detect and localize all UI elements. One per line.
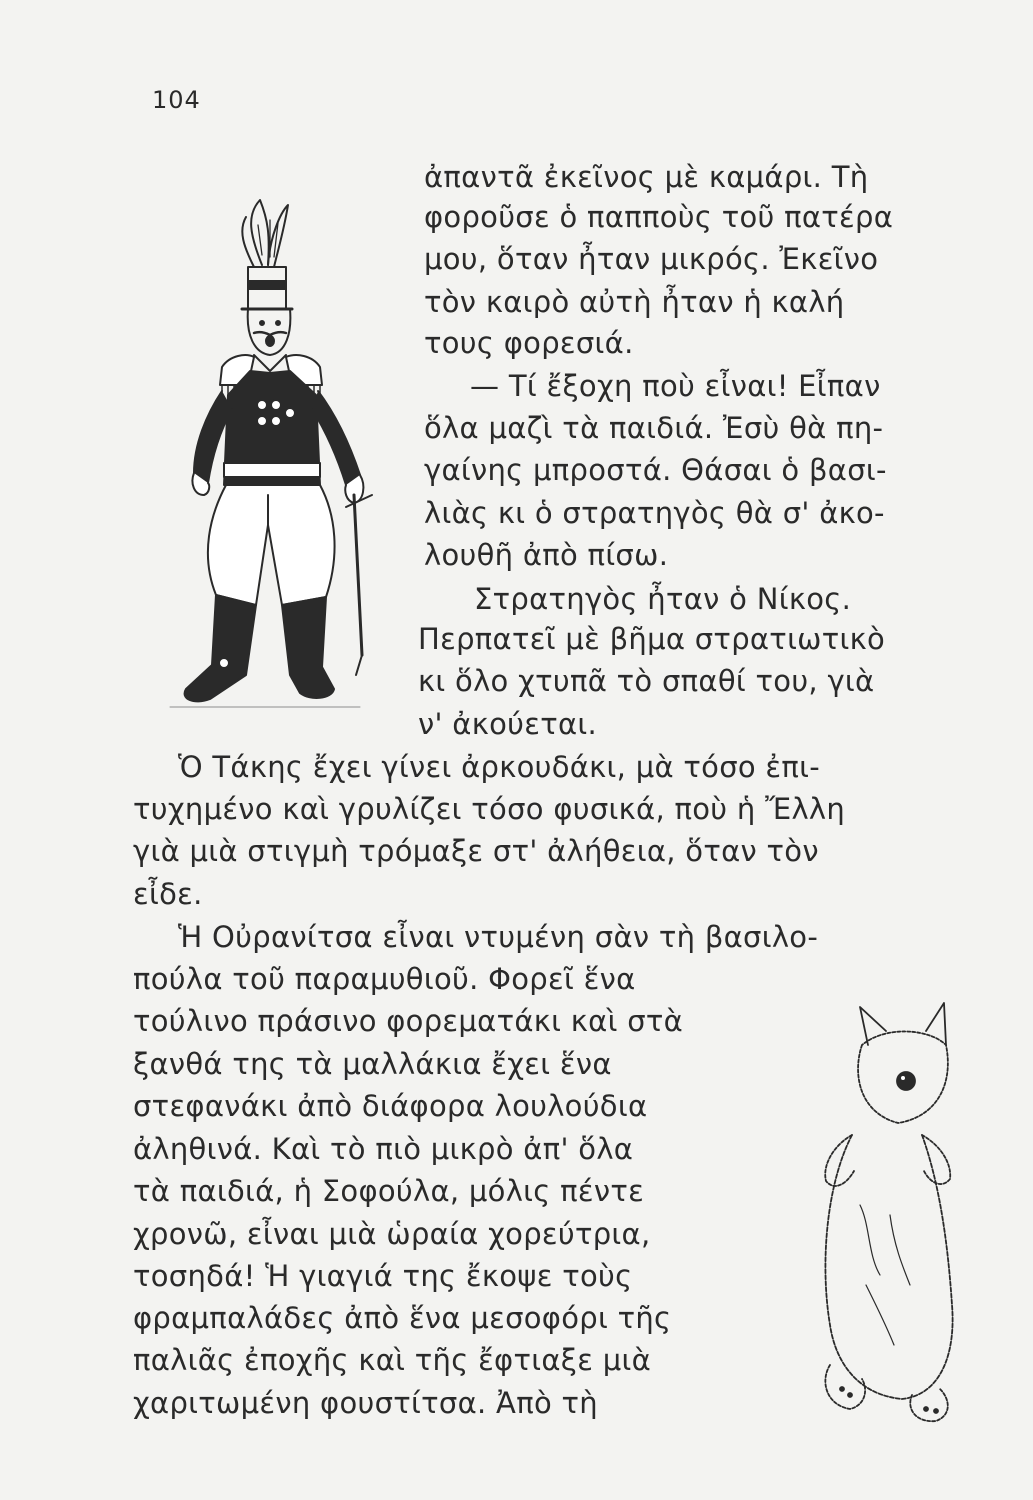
text-line: τὸν καιρὸ αὐτὴ ἦταν ἡ καλή	[424, 285, 845, 319]
text-line: τούλινο πράσινο φορεματάκι καὶ στὰ	[133, 1004, 684, 1038]
text-line: γιὰ μιὰ στιγμὴ τρόμαξε στ' ἀλήθεια, ὅταν τὸν	[133, 834, 819, 868]
text-line: ὅλα μαζὶ τὰ παιδιά. Ἐσὺ θὰ πη-	[424, 411, 884, 445]
text-line: μου, ὅταν ἦταν μικρός. Ἐκεῖνο	[424, 242, 879, 276]
text-line: — Τί ἔξοχη ποὺ εἶναι! Εἶπαν	[470, 369, 881, 403]
page-number: 104	[152, 86, 201, 114]
teddy-bear-costume-illustration	[790, 985, 970, 1435]
text-line: λουθῆ ἀπὸ πίσω.	[424, 538, 669, 572]
text-line: τὰ παιδιά, ἡ Σοφούλα, μόλις πέντε	[133, 1174, 645, 1208]
text-line: ἀπαντᾶ ἐκεῖνος μὲ καμάρι. Τὴ	[424, 160, 869, 194]
text-line: παλιᾶς ἐποχῆς καὶ τῆς ἔφτιαξε μιὰ	[133, 1343, 652, 1377]
general-costume-illustration	[150, 195, 410, 725]
text-line: Ὁ Τάκης ἔχει γίνει ἀρκουδάκι, μὰ τόσο ἐπι-	[178, 750, 821, 784]
text-line: ξανθά της τὰ μαλλάκια ἔχει ἕνα	[133, 1047, 612, 1081]
text-line: κι ὅλο χτυπᾶ τὸ σπαθί του, γιὰ	[418, 664, 875, 698]
text-line: χρονῶ, εἶναι μιὰ ὡραία χορεύτρια,	[133, 1217, 651, 1251]
text-line: ν' ἀκούεται.	[418, 707, 598, 741]
text-line: τοσηδά! Ἡ γιαγιά της ἔκοψε τοὺς	[133, 1259, 633, 1293]
text-line: Περπατεῖ μὲ βῆμα στρατιωτικὸ	[418, 622, 886, 656]
text-line: τυχημένο καὶ γρυλίζει τόσο φυσικά, ποὺ ἡ Ἔλλη	[133, 792, 846, 826]
text-line: Στρατηγὸς ἦταν ὁ Νίκος.	[474, 582, 852, 616]
text-line: φοροῦσε ὁ παπποὺς τοῦ πατέρα	[424, 200, 894, 234]
text-line: ἀληθινά. Καὶ τὸ πιὸ μικρὸ ἀπ' ὅλα	[133, 1132, 634, 1166]
text-line: φραμπαλάδες ἀπὸ ἕνα μεσοφόρι τῆς	[133, 1301, 672, 1335]
text-line: πούλα τοῦ παραμυθιοῦ. Φορεῖ ἕνα	[133, 962, 636, 996]
text-line: Ἡ Οὐρανίτσα εἶναι ντυμένη σὰν τὴ βασιλο-	[178, 920, 819, 954]
text-line: τους φορεσιά.	[424, 326, 634, 360]
text-line: λιὰς κι ὁ στρατηγὸς θὰ σ' ἀκο-	[424, 496, 885, 530]
text-line: εἶδε.	[133, 877, 203, 911]
text-line: χαριτωμένη φουστίτσα. Ἀπὸ τὴ	[133, 1386, 598, 1420]
text-line: γαίνης μπροστά. Θάσαι ὁ βασι-	[424, 453, 887, 487]
text-line: στεφανάκι ἀπὸ διάφορα λουλούδια	[133, 1089, 648, 1123]
